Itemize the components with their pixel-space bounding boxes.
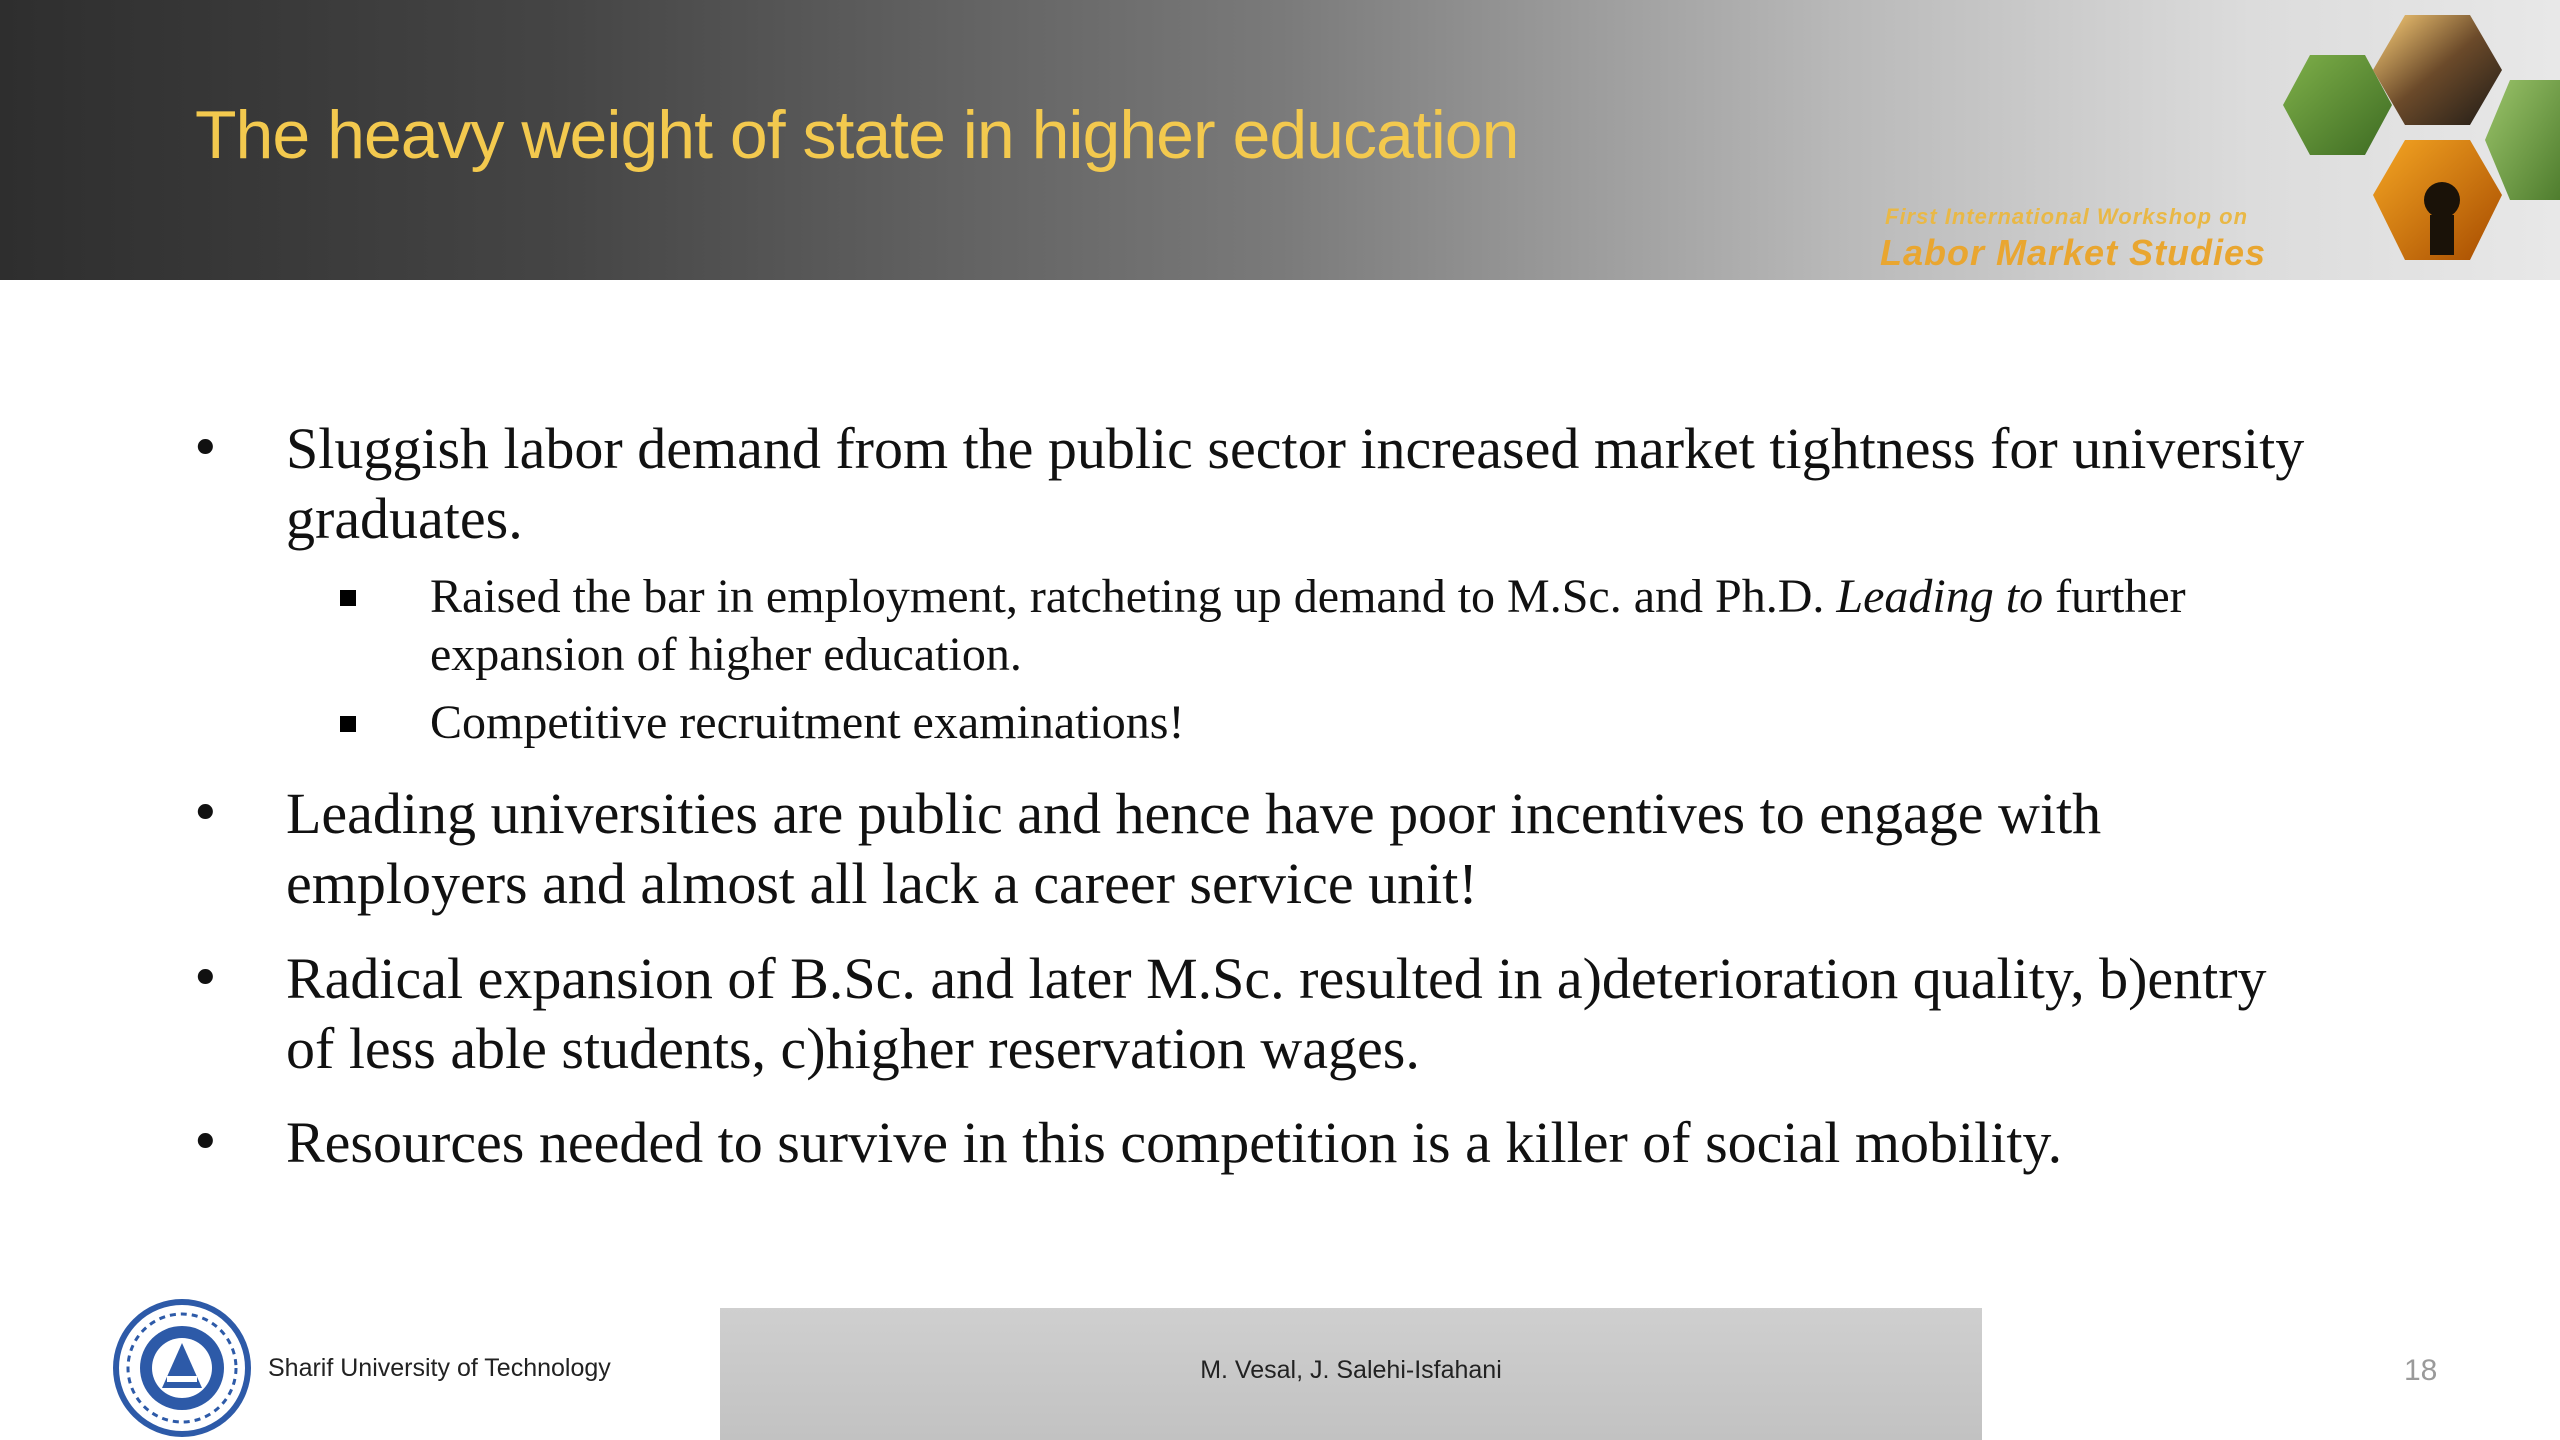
sub-bullet-rest: further expansion of higher education. <box>430 570 2186 681</box>
university-name: Sharif University of Technology <box>268 1354 611 1382</box>
bullet-item <box>190 944 2326 1084</box>
square-bullet-icon <box>340 590 356 606</box>
bullet-text: Resources needed to survive in this competition is a killer of social mobility. <box>286 1110 2063 1175</box>
sharif-university-logo-icon <box>112 1298 252 1438</box>
bullet-icon: • <box>190 1113 221 1173</box>
bullet-text: Leading universities are public and hence have poor incentives to engage with employers and almost all lack a career service unit! <box>286 781 2102 916</box>
footer-authors: M. Vesal, J. Salehi-Isfahani <box>1200 1356 1502 1384</box>
bullet-item <box>190 779 2326 919</box>
bullet-text: Sluggish labor demand from the public sector increased market tightness for university graduates. <box>286 416 2305 551</box>
slide-title: The heavy weight of state in higher education <box>195 97 1519 173</box>
sub-bullet-text: Raised the bar in employment, ratcheting up demand to M.Sc. and Ph.D. <box>430 570 1837 623</box>
workshop-subtitle: First International Workshop on <box>1885 204 2249 229</box>
footer-bar <box>720 1308 1982 1440</box>
sub-bullet-text: Competitive recruitment examinations! <box>430 696 1185 749</box>
page-number: 18 <box>2404 1354 2438 1387</box>
bullet-icon: • <box>190 419 221 479</box>
bullet-icon: • <box>190 784 221 844</box>
sub-bullet-item <box>430 568 2250 684</box>
workshop-title: Labor Market Studies <box>1880 232 2267 273</box>
bullet-item <box>190 414 2326 554</box>
sub-bullet-italic: Leading to <box>1836 570 2044 623</box>
bullet-item <box>190 1108 2326 1178</box>
square-bullet-icon <box>340 716 356 732</box>
sub-bullet-item <box>430 694 2250 752</box>
bullet-icon: • <box>190 949 221 1009</box>
bullet-text: Radical expansion of B.Sc. and later M.Sc. resulted in a)deterioration quality, b)entry of less able students, c)higher reservation wages. <box>286 946 2267 1081</box>
